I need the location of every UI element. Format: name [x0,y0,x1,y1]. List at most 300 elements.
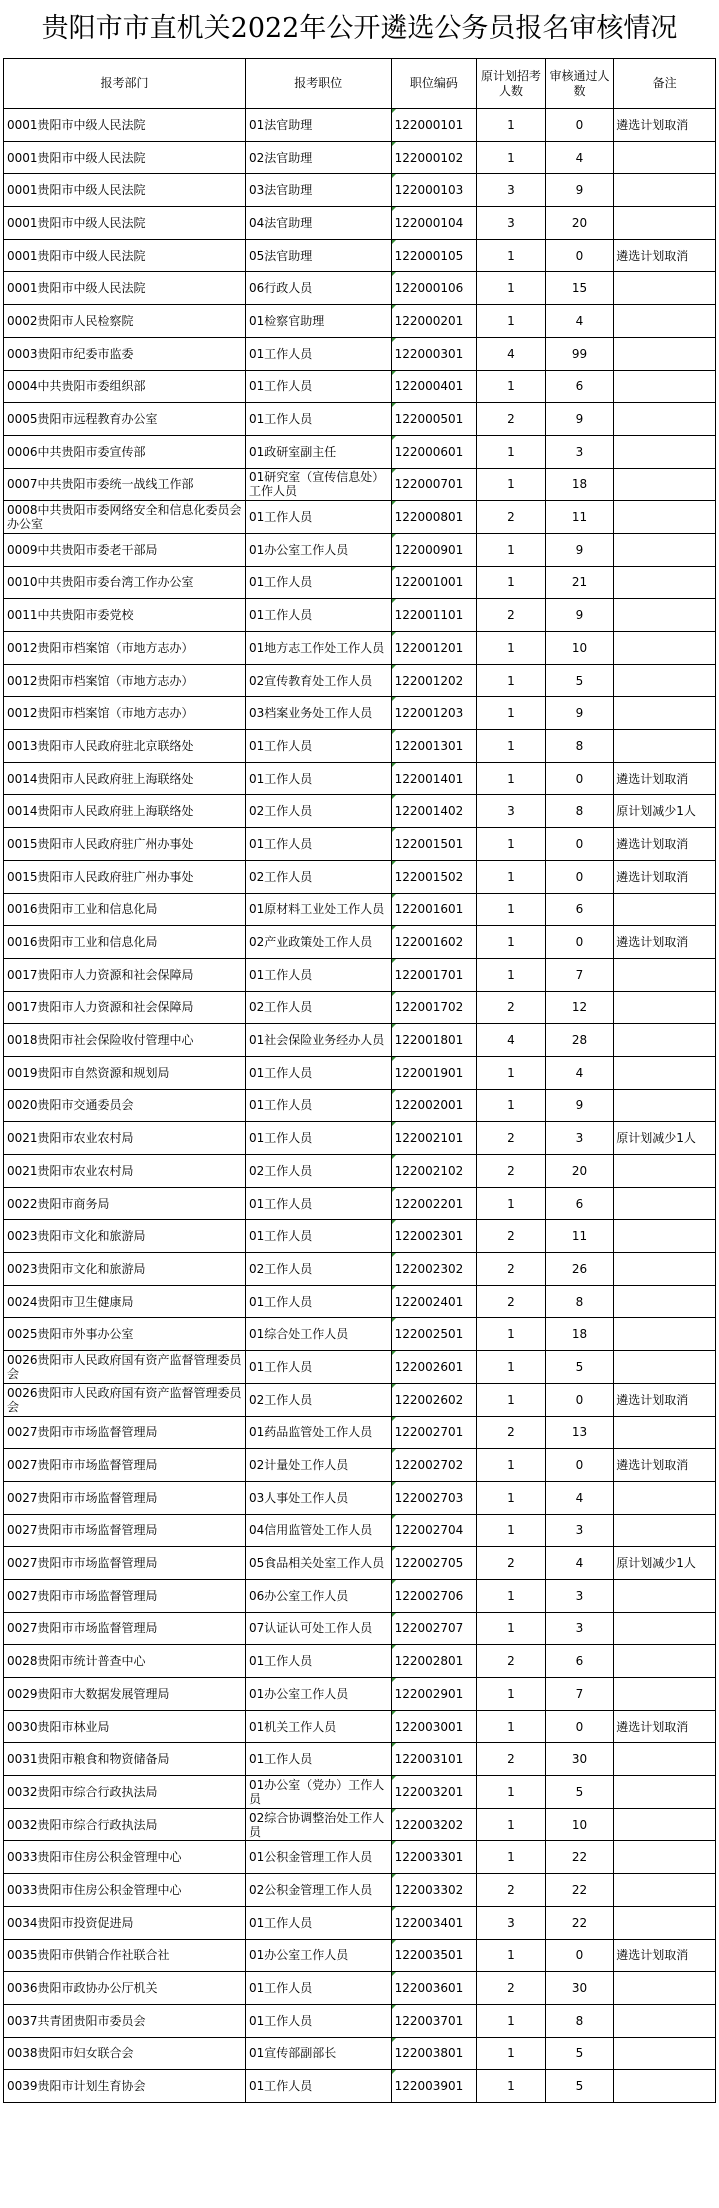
table-row [4,1024,716,1057]
approved-count-cell: 22 [545,1874,614,1907]
position-code-cell: 122000901 [391,533,477,566]
position-code-cell: 122001402 [391,795,477,828]
approved-count-cell: 5 [545,2037,614,2070]
header-row [4,59,716,109]
position-cell: 01工作人员 [245,828,391,861]
remarks-cell [614,632,716,665]
table-row [4,403,716,436]
approved-count-cell: 30 [545,1972,614,2005]
approved-count-cell: 6 [545,1187,614,1220]
position-code-cell: 122002501 [391,1318,477,1351]
position-cell: 01办公室工作人员 [245,1678,391,1711]
planned-count-cell: 1 [477,141,546,174]
table-row [4,2004,716,2037]
remarks-cell [614,1841,716,1874]
remarks-cell [614,2070,716,2103]
approved-count-cell: 3 [545,1514,614,1547]
approved-count-cell: 11 [545,1220,614,1253]
table-row [4,1710,716,1743]
remarks-cell [614,468,716,501]
position-cell: 01工作人员 [245,1089,391,1122]
planned-count-cell: 1 [477,2037,546,2070]
table-row [4,1122,716,1155]
department-cell: 0014贵阳市人民政府驻上海联络处 [4,795,246,828]
approved-count-cell: 6 [545,1645,614,1678]
table-row [4,664,716,697]
remarks-cell [614,664,716,697]
approved-count-cell: 28 [545,1024,614,1057]
planned-count-cell: 2 [477,991,546,1024]
position-code-cell: 122003101 [391,1743,477,1776]
remarks-cell [614,370,716,403]
department-cell: 0001贵阳市中级人民法院 [4,239,246,272]
position-code-cell: 122000103 [391,174,477,207]
approved-count-cell: 8 [545,1285,614,1318]
table-row [4,1285,716,1318]
remarks-cell [614,501,716,534]
position-code-cell: 122002801 [391,1645,477,1678]
position-cell: 01工作人员 [245,599,391,632]
planned-count-cell: 1 [477,533,546,566]
remarks-cell [614,1089,716,1122]
approved-count-cell: 99 [545,337,614,370]
remarks-cell [614,435,716,468]
remarks-cell [614,174,716,207]
position-cell: 01工作人员 [245,1285,391,1318]
position-code-cell: 122001201 [391,632,477,665]
position-cell: 01工作人员 [245,1220,391,1253]
department-cell: 0018贵阳市社会保险收付管理中心 [4,1024,246,1057]
department-cell: 0010中共贵阳市委台湾工作办公室 [4,566,246,599]
approved-count-cell: 11 [545,501,614,534]
table-row [4,272,716,305]
table-row [4,566,716,599]
remarks-cell [614,1808,716,1841]
position-code-cell: 122001101 [391,599,477,632]
remarks-cell [614,1776,716,1809]
department-cell: 0005贵阳市远程教育办公室 [4,403,246,436]
department-cell: 0023贵阳市文化和旅游局 [4,1220,246,1253]
position-code-cell: 122002601 [391,1351,477,1384]
position-code-cell: 122001702 [391,991,477,1024]
position-cell: 01工作人员 [245,1906,391,1939]
department-cell: 0029贵阳市大数据发展管理局 [4,1678,246,1711]
position-cell: 01办公室（党办）工作人员 [245,1776,391,1809]
position-cell: 04法官助理 [245,207,391,240]
position-code-cell: 122002101 [391,1122,477,1155]
position-cell: 01工作人员 [245,501,391,534]
planned-count-cell: 1 [477,566,546,599]
position-cell: 01法官助理 [245,109,391,142]
position-cell: 01工作人员 [245,2004,391,2037]
position-cell: 01工作人员 [245,2070,391,2103]
position-code-cell: 122003401 [391,1906,477,1939]
approved-count-cell: 6 [545,893,614,926]
approved-count-cell: 4 [545,141,614,174]
position-code-cell: 122000701 [391,468,477,501]
department-cell: 0017贵阳市人力资源和社会保障局 [4,991,246,1024]
approved-count-cell: 0 [545,239,614,272]
remarks-cell: 遴选计划取消 [614,762,716,795]
remarks-cell [614,403,716,436]
position-code-cell: 122000106 [391,272,477,305]
table-row [4,860,716,893]
remarks-cell [614,893,716,926]
approved-count-cell: 9 [545,1089,614,1122]
position-cell: 01工作人员 [245,1743,391,1776]
remarks-cell [614,1972,716,2005]
table-row [4,533,716,566]
position-code-cell: 122002704 [391,1514,477,1547]
department-cell: 0003贵阳市纪委市监委 [4,337,246,370]
table-row [4,991,716,1024]
approved-count-cell: 3 [545,1579,614,1612]
department-cell: 0039贵阳市计划生育协会 [4,2070,246,2103]
planned-count-cell: 3 [477,207,546,240]
remarks-cell [614,1253,716,1286]
department-cell: 0013贵阳市人民政府驻北京联络处 [4,730,246,763]
planned-count-cell: 2 [477,1285,546,1318]
position-code-cell: 122001001 [391,566,477,599]
position-cell: 02公积金管理工作人员 [245,1874,391,1907]
department-cell: 0021贵阳市农业农村局 [4,1155,246,1188]
position-cell: 01政研室副主任 [245,435,391,468]
position-cell: 01机关工作人员 [245,1710,391,1743]
remarks-cell [614,1285,716,1318]
approved-count-cell: 6 [545,370,614,403]
remarks-cell [614,305,716,338]
planned-count-cell: 1 [477,2004,546,2037]
table-row [4,1776,716,1809]
position-cell: 02法官助理 [245,141,391,174]
position-code-cell: 122000104 [391,207,477,240]
remarks-cell: 原计划减少1人 [614,1122,716,1155]
planned-count-cell: 2 [477,1743,546,1776]
planned-count-cell: 1 [477,893,546,926]
position-cell: 01工作人员 [245,1351,391,1384]
planned-count-cell: 1 [477,109,546,142]
position-cell: 02工作人员 [245,991,391,1024]
remarks-cell: 遴选计划取消 [614,860,716,893]
planned-count-cell: 1 [477,2070,546,2103]
position-code-cell: 122003701 [391,2004,477,2037]
department-cell: 0022贵阳市商务局 [4,1187,246,1220]
department-cell: 0001贵阳市中级人民法院 [4,174,246,207]
position-code-cell: 122000401 [391,370,477,403]
position-cell: 06行政人员 [245,272,391,305]
table-row [4,828,716,861]
approved-count-cell: 5 [545,1776,614,1809]
position-code-cell: 122002706 [391,1579,477,1612]
position-code-cell: 122003202 [391,1808,477,1841]
remarks-cell: 遴选计划取消 [614,109,716,142]
position-code-cell: 122001901 [391,1056,477,1089]
position-code-cell: 122000801 [391,501,477,534]
position-cell: 05食品相关处室工作人员 [245,1547,391,1580]
approved-count-cell: 10 [545,632,614,665]
planned-count-cell: 1 [477,1612,546,1645]
remarks-cell [614,2004,716,2037]
table-row [4,305,716,338]
department-cell: 0033贵阳市住房公积金管理中心 [4,1874,246,1907]
approved-count-cell: 9 [545,403,614,436]
position-code-cell: 122001601 [391,893,477,926]
planned-count-cell: 4 [477,1024,546,1057]
position-cell: 02工作人员 [245,860,391,893]
department-cell: 0028贵阳市统计普查中心 [4,1645,246,1678]
approved-count-cell: 0 [545,109,614,142]
planned-count-cell: 1 [477,435,546,468]
position-cell: 01工作人员 [245,566,391,599]
position-cell: 03法官助理 [245,174,391,207]
approved-count-cell: 0 [545,1383,614,1416]
approved-count-cell: 30 [545,1743,614,1776]
table-row [4,1155,716,1188]
remarks-cell: 遴选计划取消 [614,1449,716,1482]
department-cell: 0037共青团贵阳市委员会 [4,2004,246,2037]
position-code-cell: 122002401 [391,1285,477,1318]
department-cell: 0009中共贵阳市委老干部局 [4,533,246,566]
approved-count-cell: 3 [545,1122,614,1155]
position-code-cell: 122003601 [391,1972,477,2005]
planned-count-cell: 1 [477,1351,546,1384]
planned-count-cell: 1 [477,1939,546,1972]
department-cell: 0001贵阳市中级人民法院 [4,272,246,305]
table-row [4,239,716,272]
approved-count-cell: 20 [545,207,614,240]
position-code-cell: 122003001 [391,1710,477,1743]
header-remarks: 备注 [614,59,716,109]
department-cell: 0038贵阳市妇女联合会 [4,2037,246,2070]
department-cell: 0002贵阳市人民检察院 [4,305,246,338]
page-title: 贵阳市市直机关2022年公开遴选公务员报名审核情况 [41,13,678,44]
planned-count-cell: 2 [477,1874,546,1907]
position-code-cell: 122000201 [391,305,477,338]
position-cell: 01工作人员 [245,1645,391,1678]
table-row [4,109,716,142]
planned-count-cell: 1 [477,1579,546,1612]
position-code-cell: 122002201 [391,1187,477,1220]
position-code-cell: 122001502 [391,860,477,893]
department-cell: 0026贵阳市人民政府国有资产监督管理委员会 [4,1351,246,1384]
table-row [4,1089,716,1122]
planned-count-cell: 1 [477,1318,546,1351]
remarks-cell: 原计划减少1人 [614,795,716,828]
approved-count-cell: 18 [545,468,614,501]
planned-count-cell: 1 [477,1383,546,1416]
department-cell: 0008中共贵阳市委网络安全和信息化委员会办公室 [4,501,246,534]
planned-count-cell: 1 [477,370,546,403]
remarks-cell [614,1187,716,1220]
remarks-cell [614,1874,716,1907]
approved-count-cell: 22 [545,1841,614,1874]
planned-count-cell: 1 [477,1514,546,1547]
table-row [4,1645,716,1678]
header-planned-count: 原计划招考人数 [477,59,546,109]
department-cell: 0014贵阳市人民政府驻上海联络处 [4,762,246,795]
position-code-cell: 122002102 [391,1155,477,1188]
department-cell: 0012贵阳市档案馆（市地方志办） [4,632,246,665]
department-cell: 0020贵阳市交通委员会 [4,1089,246,1122]
approved-count-cell: 0 [545,1939,614,1972]
table-row [4,1416,716,1449]
department-cell: 0016贵阳市工业和信息化局 [4,926,246,959]
table-row [4,1972,716,2005]
department-cell: 0001贵阳市中级人民法院 [4,141,246,174]
remarks-cell [614,1645,716,1678]
department-cell: 0021贵阳市农业农村局 [4,1122,246,1155]
position-cell: 01综合处工作人员 [245,1318,391,1351]
position-cell: 01地方志工作处工作人员 [245,632,391,665]
remarks-cell [614,1481,716,1514]
table-row [4,337,716,370]
position-cell: 01研究室（宣传信息处）工作人员 [245,468,391,501]
table-row [4,730,716,763]
planned-count-cell: 1 [477,1481,546,1514]
planned-count-cell: 1 [477,762,546,795]
planned-count-cell: 1 [477,1776,546,1809]
table-row [4,435,716,468]
department-cell: 0025贵阳市外事办公室 [4,1318,246,1351]
position-cell: 01社会保险业务经办人员 [245,1024,391,1057]
position-cell: 02工作人员 [245,1253,391,1286]
department-cell: 0019贵阳市自然资源和规划局 [4,1056,246,1089]
position-code-cell: 122001401 [391,762,477,795]
approved-count-cell: 9 [545,533,614,566]
department-cell: 0016贵阳市工业和信息化局 [4,893,246,926]
table-row [4,370,716,403]
table-row [4,697,716,730]
position-code-cell: 122001301 [391,730,477,763]
approved-count-cell: 0 [545,926,614,959]
table-row [4,1841,716,1874]
table-row [4,1906,716,1939]
table-row [4,1743,716,1776]
position-cell: 02产业政策处工作人员 [245,926,391,959]
approved-count-cell: 0 [545,762,614,795]
position-code-cell: 122003501 [391,1939,477,1972]
position-cell: 01工作人员 [245,1122,391,1155]
department-cell: 0015贵阳市人民政府驻广州办事处 [4,860,246,893]
table-row [4,893,716,926]
position-cell: 03人事处工作人员 [245,1481,391,1514]
department-cell: 0027贵阳市市场监督管理局 [4,1416,246,1449]
table-row [4,1939,716,1972]
approved-count-cell: 18 [545,1318,614,1351]
planned-count-cell: 1 [477,828,546,861]
approved-count-cell: 13 [545,1416,614,1449]
position-code-cell: 122002602 [391,1383,477,1416]
approved-count-cell: 8 [545,730,614,763]
position-code-cell: 122001602 [391,926,477,959]
position-code-cell: 122002302 [391,1253,477,1286]
table-row [4,141,716,174]
table-row [4,1678,716,1711]
approved-count-cell: 9 [545,174,614,207]
position-code-cell: 122002705 [391,1547,477,1580]
remarks-cell [614,991,716,1024]
approved-count-cell: 20 [545,1155,614,1188]
position-cell: 01工作人员 [245,730,391,763]
table-row [4,1579,716,1612]
position-cell: 02综合协调整治处工作人员 [245,1808,391,1841]
approved-count-cell: 3 [545,1612,614,1645]
planned-count-cell: 1 [477,730,546,763]
remarks-cell [614,533,716,566]
remarks-cell [614,1743,716,1776]
remarks-cell [614,207,716,240]
position-cell: 07认证认可处工作人员 [245,1612,391,1645]
table-row [4,2037,716,2070]
table-row [4,1514,716,1547]
table-row [4,795,716,828]
position-cell: 02工作人员 [245,795,391,828]
remarks-cell [614,1155,716,1188]
position-cell: 02宣传教育处工作人员 [245,664,391,697]
table-row [4,1612,716,1645]
position-cell: 01办公室工作人员 [245,533,391,566]
remarks-cell [614,1220,716,1253]
table-row [4,1547,716,1580]
approved-count-cell: 7 [545,958,614,991]
table-row [4,207,716,240]
planned-count-cell: 2 [477,403,546,436]
position-code-cell: 122002701 [391,1416,477,1449]
remarks-cell: 遴选计划取消 [614,1383,716,1416]
position-cell: 06办公室工作人员 [245,1579,391,1612]
planned-count-cell: 2 [477,501,546,534]
planned-count-cell: 2 [477,1122,546,1155]
remarks-cell: 遴选计划取消 [614,239,716,272]
position-cell: 04信用监管处工作人员 [245,1514,391,1547]
position-cell: 02工作人员 [245,1383,391,1416]
planned-count-cell: 4 [477,337,546,370]
planned-count-cell: 2 [477,599,546,632]
department-cell: 0034贵阳市投资促进局 [4,1906,246,1939]
department-cell: 0036贵阳市政协办公厅机关 [4,1972,246,2005]
planned-count-cell: 1 [477,664,546,697]
approved-count-cell: 4 [545,305,614,338]
table-row [4,1253,716,1286]
position-code-cell: 122002301 [391,1220,477,1253]
table-row [4,501,716,534]
planned-count-cell: 1 [477,860,546,893]
department-cell: 0015贵阳市人民政府驻广州办事处 [4,828,246,861]
position-code-cell: 122002702 [391,1449,477,1482]
department-cell: 0012贵阳市档案馆（市地方志办） [4,697,246,730]
position-cell: 02计量处工作人员 [245,1449,391,1482]
table-row [4,1383,716,1416]
header-department: 报考部门 [4,59,246,109]
approved-count-cell: 22 [545,1906,614,1939]
approved-count-cell: 12 [545,991,614,1024]
approved-count-cell: 7 [545,1678,614,1711]
remarks-cell [614,697,716,730]
planned-count-cell: 2 [477,1645,546,1678]
planned-count-cell: 1 [477,305,546,338]
position-cell: 01检察官助理 [245,305,391,338]
department-cell: 0026贵阳市人民政府国有资产监督管理委员会 [4,1383,246,1416]
planned-count-cell: 3 [477,795,546,828]
header-position: 报考职位 [245,59,391,109]
approved-count-cell: 8 [545,2004,614,2037]
position-code-cell: 122000102 [391,141,477,174]
approved-count-cell: 4 [545,1481,614,1514]
position-code-cell: 122000601 [391,435,477,468]
approved-count-cell: 21 [545,566,614,599]
position-cell: 02工作人员 [245,1155,391,1188]
planned-count-cell: 1 [477,272,546,305]
